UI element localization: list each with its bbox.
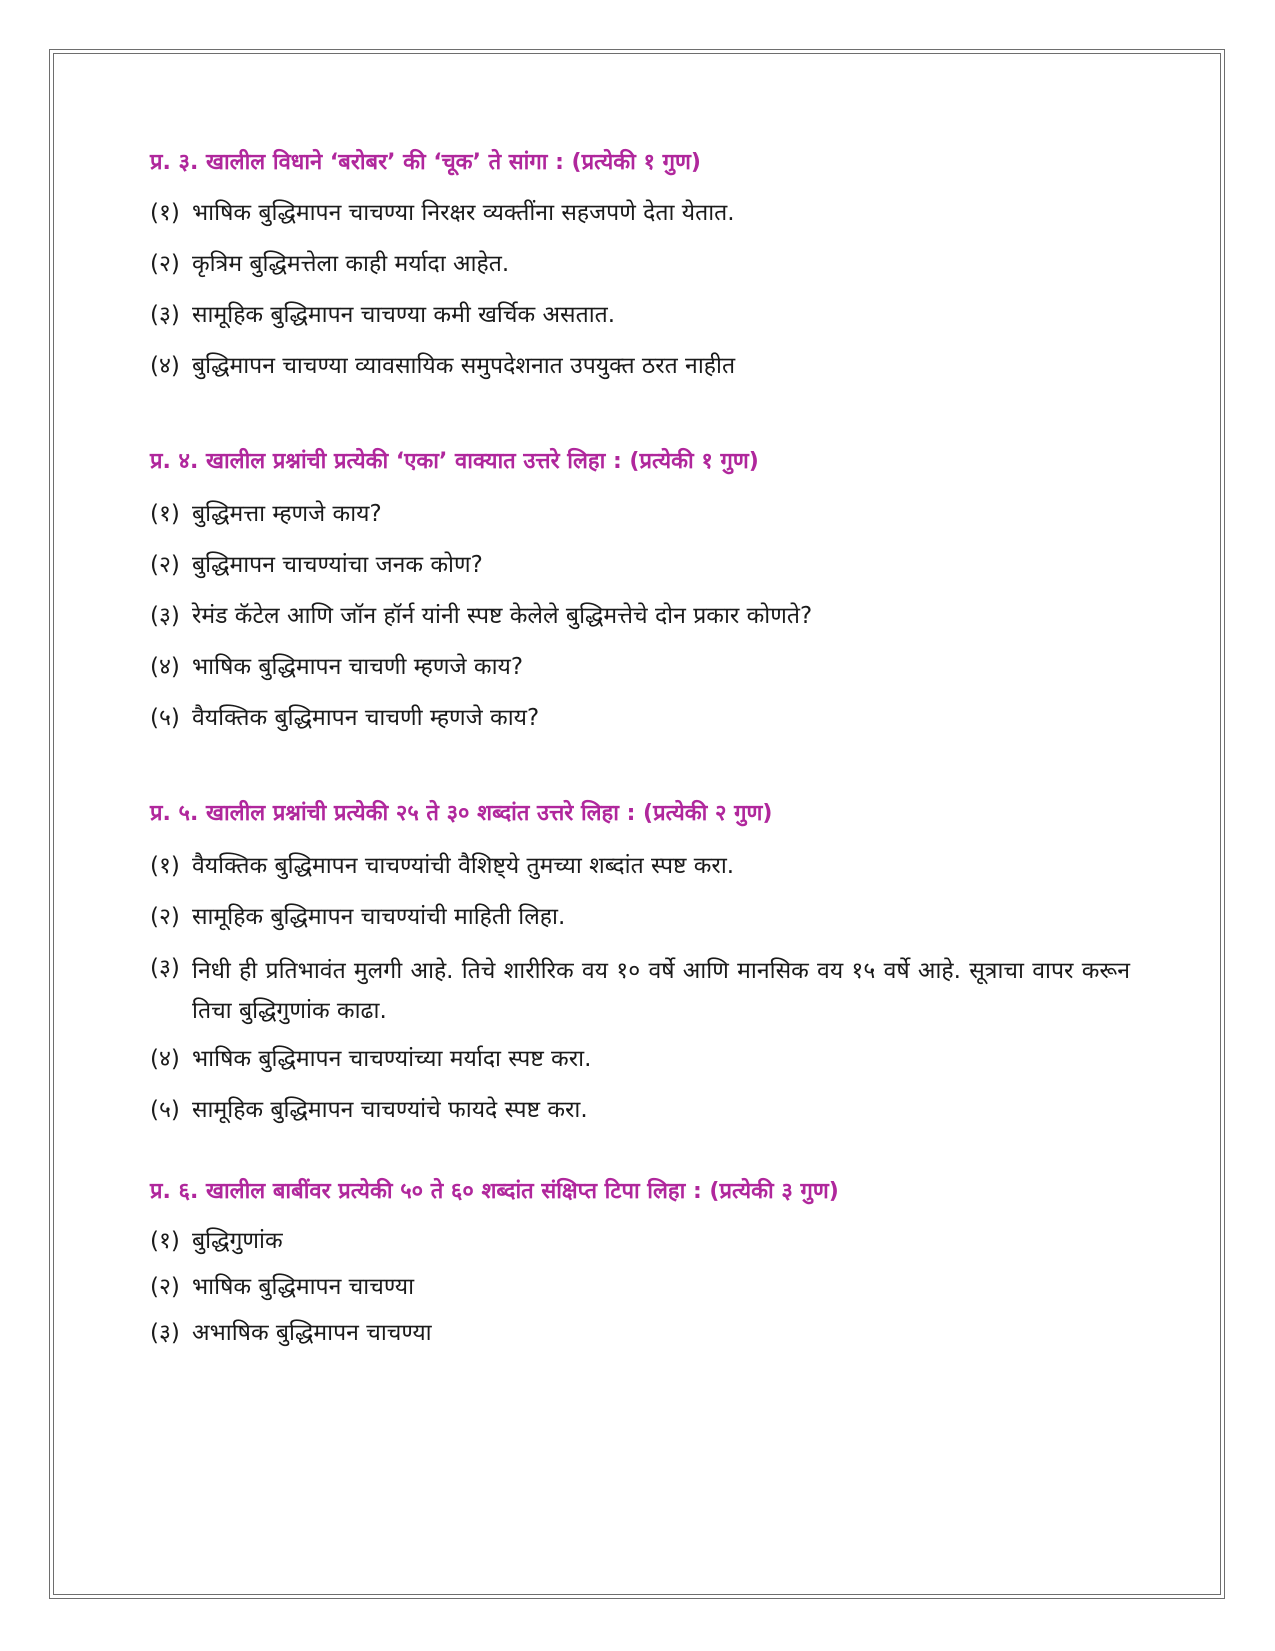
question-5-item-5	[150, 1093, 1130, 1127]
item-text: रेमंड कॅटेल आणि जॉन हॉर्न यांनी स्पष्ट केलेले बुद्धिमत्तेचे दोन प्रकार कोणते?	[192, 603, 813, 629]
item-number: (२)	[150, 1274, 180, 1300]
question-6-section	[150, 1177, 1130, 1350]
item-text: कृत्रिम बुद्धिमत्तेला काही मर्यादा आहेत.	[192, 251, 510, 277]
item-number: (१)	[150, 853, 180, 879]
item-number: (४)	[150, 654, 180, 680]
question-3-item-2	[150, 247, 1130, 281]
item-number: (३)	[150, 302, 180, 328]
item-text: अभाषिक बुद्धिमापन चाचण्या	[192, 1320, 432, 1346]
item-number: (२)	[150, 904, 180, 930]
question-5-item-1	[150, 849, 1130, 883]
item-number: (४)	[150, 1046, 180, 1072]
question-6-item-1	[150, 1224, 1130, 1258]
question-4-item-4	[150, 650, 1130, 684]
question-5-item-4	[150, 1042, 1130, 1076]
item-text: निधी ही प्रतिभावंत मुलगी आहे. तिचे शारीरिक वय १० वर्षे आणि मानसिक वय १५ वर्षे आहे. सूत्राचा वापर करून तिचा बुद्धिगुणांक काढा.	[192, 958, 1130, 1024]
question-3-item-1	[150, 196, 1130, 230]
question-4-section	[150, 447, 1130, 735]
item-text: भाषिक बुद्धिमापन चाचणी म्हणजे काय?	[192, 654, 524, 680]
item-text: भाषिक बुद्धिमापन चाचण्या	[192, 1274, 415, 1300]
item-number: (४)	[150, 353, 180, 379]
item-text: सामूहिक बुद्धिमापन चाचण्या कमी खर्चिक असतात.	[192, 302, 616, 328]
question-5-heading: प्र. ५. खालील प्रश्नांची प्रत्येकी २५ ते ३० शब्दांत उत्तरे लिहा : (प्रत्येकी २ गुण)	[150, 801, 773, 826]
item-number: (३)	[150, 1320, 180, 1346]
question-4-heading: प्र. ४. खालील प्रश्नांची प्रत्येकी ‘एका’ वाक्यात उत्तरे लिहा : (प्रत्येकी १ गुण)	[150, 449, 759, 474]
question-5-section	[150, 799, 1130, 1127]
question-3-heading: प्र. ३. खालील विधाने ‘बरोबर’ की ‘चूक’ ते सांगा : (प्रत्येकी १ गुण)	[150, 150, 701, 175]
item-text: बुद्धिमापन चाचण्यांचा जनक कोण?	[192, 552, 483, 578]
question-5-item-3	[150, 951, 1130, 1031]
item-text: भाषिक बुद्धिमापन चाचण्या निरक्षर व्यक्तींना सहजपणे देता येतात.	[192, 200, 735, 226]
item-number: (५)	[150, 1097, 180, 1123]
item-number: (१)	[150, 1228, 180, 1254]
item-number: (१)	[150, 501, 180, 527]
item-text: बुद्धिगुणांक	[192, 1228, 283, 1254]
item-text: वैयक्तिक बुद्धिमापन चाचणी म्हणजे काय?	[192, 705, 540, 731]
item-text: बुद्धिमापन चाचण्या व्यावसायिक समुपदेशनात उपयुक्त ठरत नाहीत	[192, 353, 736, 379]
question-6-item-2	[150, 1270, 1130, 1304]
question-5-item-2	[150, 900, 1130, 934]
question-4-item-5	[150, 701, 1130, 735]
worksheet-content	[150, 148, 1130, 1350]
question-4-item-2	[150, 548, 1130, 582]
item-number: (१)	[150, 200, 180, 226]
question-3-item-4	[150, 349, 1130, 383]
item-text: सामूहिक बुद्धिमापन चाचण्यांची माहिती लिहा.	[192, 904, 566, 930]
question-3-item-3	[150, 298, 1130, 332]
item-number: (५)	[150, 705, 180, 731]
question-6-heading: प्र. ६. खालील बाबींवर प्रत्येकी ५० ते ६० शब्दांत संक्षिप्त टिपा लिहा : (प्रत्येकी ३ गुण)	[150, 1179, 839, 1204]
item-number: (२)	[150, 251, 180, 277]
item-text: बुद्धिमत्ता म्हणजे काय?	[192, 501, 382, 527]
item-text: वैयक्तिक बुद्धिमापन चाचण्यांची वैशिष्ट्ये तुमच्या शब्दांत स्पष्ट करा.	[192, 853, 735, 879]
item-text: भाषिक बुद्धिमापन चाचण्यांच्या मर्यादा स्पष्ट करा.	[192, 1046, 592, 1072]
question-4-item-1	[150, 497, 1130, 531]
question-6-item-3	[150, 1316, 1130, 1350]
question-4-item-3	[150, 599, 1130, 633]
item-number: (२)	[150, 552, 180, 578]
item-number: (३)	[150, 603, 180, 629]
question-3-section	[150, 148, 1130, 383]
item-number: (३)	[150, 955, 180, 981]
item-text: सामूहिक बुद्धिमापन चाचण्यांचे फायदे स्पष्ट करा.	[192, 1097, 588, 1123]
